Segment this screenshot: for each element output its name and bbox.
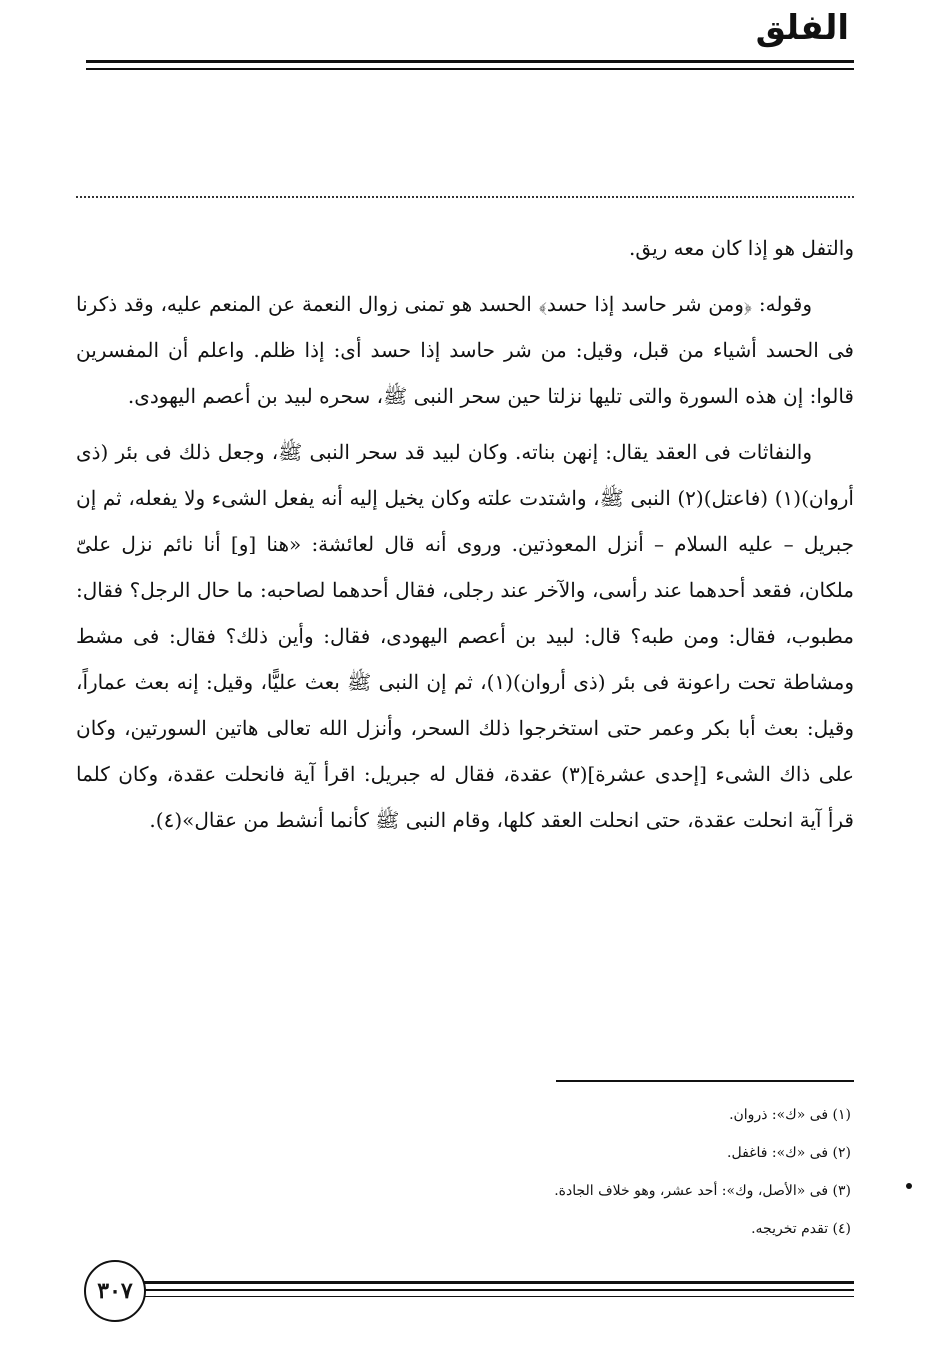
paragraph-2: وقوله: ﴿ومن شر حاسد إذا حسد﴾ الحسد هو تمنى زوال النعمة عن المنعم عليه، وقد ذكرنا فى الحسد أشياء من قبل، وقيل: من شر حاسد إذا حسد أى: إذا ظلم. واعلم أن المفسرين قالوا: إن هذه السورة والتى تليها نزلتا حين سحر النبى ﷺ، سحره لبيد بن أعصم اليهودى.: [76, 292, 854, 408]
footnote-separator: [556, 1080, 854, 1082]
paragraph-1: والتفل هو إذا كان معه ريق.: [629, 236, 854, 260]
footer-rule-thin: [142, 1296, 854, 1297]
footnote-3: (٣) فى «الأصل، وك»: أحد عشر، وهو خلاف الجادة.: [554, 1183, 851, 1199]
footer-rule-thick: [142, 1281, 854, 1284]
footnote-2: (٢) فى «ك»: فاغفل.: [727, 1145, 851, 1161]
main-text: [76, 225, 854, 853]
footnotes: [251, 1096, 851, 1248]
footer-rule-middle: [142, 1289, 854, 1291]
header-rule-thin: [86, 68, 854, 70]
paragraph-3: والنفاثات فى العقد يقال: إنهن بناته. وكان لبيد قد سحر النبى ﷺ، وجعل ذلك فى بئر (ذى أروان)(١) (فاعتل)(٢) النبى ﷺ، واشتدت علته وكان يخيل إليه أنه يفعل الشىء ولا يفعله، ثم إن جبريل – عليه السلام – أنزل المعوذتين. وروى أنه قال لعائشة: «هنا [و] أنا نائم نزل علىّ ملكان، فقعد أحدهما عند رأسى، والآخر عند رجلى، فقال أحدهما لصاحبه: ما حال الرجل؟ فقال: مطبوب، فقال: ومن طبه؟ قال: لبيد بن أعصم اليهودى، فقال: وأين ذلك؟ فقال: فى مشط ومشاطة تحت راعونة فى بئر (ذى أروان)(١)، ثم إن النبى ﷺ بعث عليًّا، وقيل: إنه بعث عماراً، وقيل: بعث أبا بكر وعمر حتى استخرجوا ذلك السحر، وأنزل الله تعالى هاتين السورتين، وكان على ذاك الشىء [إحدى عشرة](٣) عقدة، فقال له جبريل: اقرأ آية فانحلت عقدة، وكان كلما قرأ آية انحلت عقدة، حتى انحلت العقد كلها، وقام النبى ﷺ كأنما أنشط من عقال»(٤).: [76, 440, 854, 832]
footnote-1: (١) فى «ك»: ذروان.: [729, 1107, 851, 1123]
page-number: ٣٠٧: [84, 1260, 146, 1322]
running-head-title: الفلق: [755, 8, 849, 48]
section-separator: [76, 196, 854, 198]
margin-mark: [906, 1183, 912, 1189]
header-rule-thick: [86, 60, 854, 63]
footnote-4: (٤) تقدم تخريجه.: [751, 1221, 851, 1237]
